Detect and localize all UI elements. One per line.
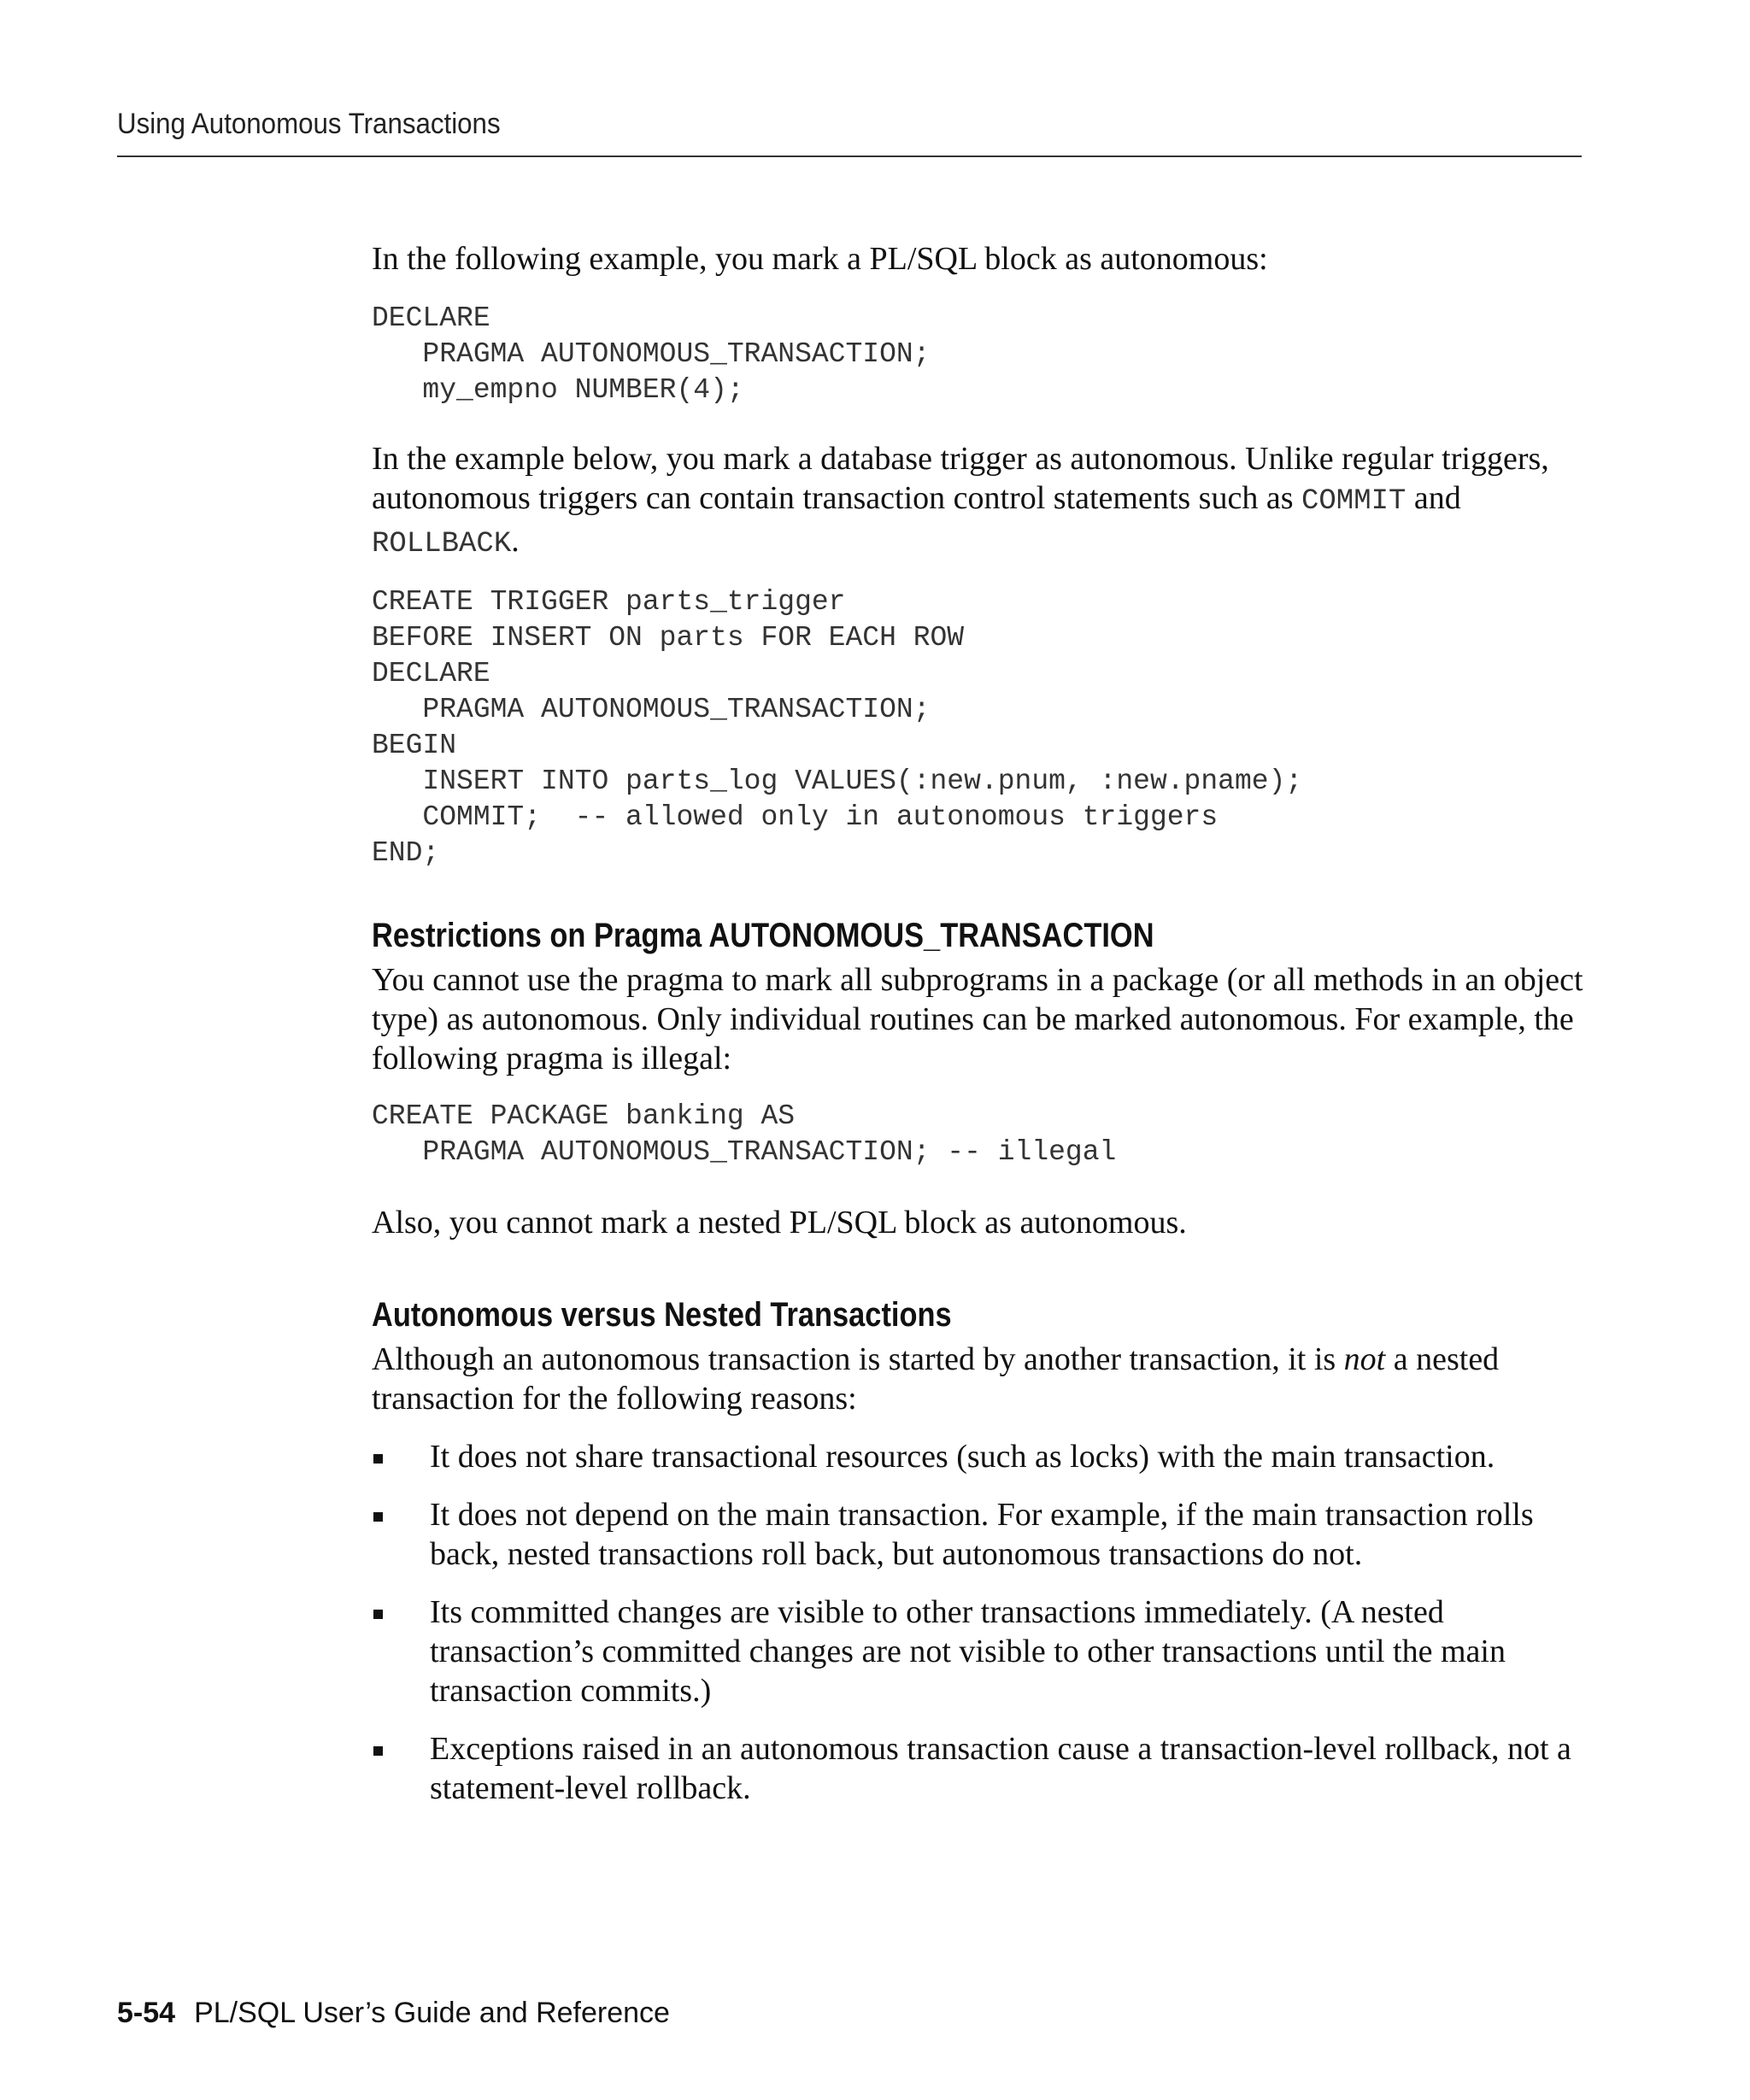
bullet-square-icon: [373, 1610, 383, 1619]
code-block-package: CREATE PACKAGE banking AS PRAGMA AUTONOMOUS_TRANSACTION; -- illegal: [372, 1100, 1117, 1168]
intro-paragraph-1: In the following example, you mark a PL/SQL block as autonomous:: [372, 241, 1268, 277]
header-rule: [117, 155, 1582, 157]
nested-intro-before: Although an autonomous transaction is started by another transaction, it is: [372, 1341, 1344, 1377]
nested-intro-after: a nested transaction for the following reasons:: [372, 1341, 1500, 1417]
list-item-text: Exceptions raised in an autonomous transaction cause a transaction-level rollback, not a statement-level rollback.: [430, 1731, 1571, 1806]
bullet-square-icon: [373, 1512, 383, 1522]
section-heading-nested: Autonomous versus Nested Transactions: [372, 1296, 952, 1334]
nested-intro-paragraph: [372, 1340, 1585, 1418]
bullet-square-icon: [373, 1454, 383, 1464]
nested-block-note: Also, you cannot mark a nested PL/SQL block as autonomous.: [372, 1205, 1187, 1241]
intro-paragraph-2: [372, 439, 1585, 564]
list-item-text: Its committed changes are visible to other transactions immediately. (A nested transaction’s committed changes are not visible to other transactions until the main transaction commits.): [430, 1594, 1506, 1709]
list-item: [372, 1729, 1585, 1808]
inline-code-commit: COMMIT: [1301, 485, 1406, 518]
intro-2-and: and: [1406, 480, 1461, 516]
bullet-square-icon: [373, 1746, 383, 1756]
list-item: [372, 1437, 1585, 1476]
list-item: [372, 1593, 1585, 1710]
section-heading-restrictions: Restrictions on Pragma AUTONOMOUS_TRANSACTION: [372, 917, 1154, 954]
nested-intro-emphasis: not: [1343, 1341, 1386, 1377]
running-header: Using Autonomous Transactions: [117, 108, 501, 140]
list-item-text: It does not depend on the main transaction. For example, if the main transaction rolls back, nested transactions roll back, but autonomous transactions do not.: [430, 1497, 1534, 1572]
restrictions-paragraph: You cannot use the pragma to mark all subprograms in a package (or all methods in an object type) as autonomous. Only individual routines can be marked autonomous. For example, the following pragma is illegal:: [372, 962, 1583, 1076]
code-block-trigger: CREATE TRIGGER parts_trigger BEFORE INSERT ON parts FOR EACH ROW DECLARE PRAGMA AUTONOMOUS_TRANSACTION; BEGIN INSERT INTO parts_log VALUES(:new.pnum, :new.pname); COMMIT; -- allowed only in autonomous triggers END;: [372, 586, 1303, 869]
intro-2-text: In the example below, you mark a database trigger as autonomous. Unlike regular triggers, autonomous triggers can contain transaction control statements such as: [372, 441, 1549, 516]
intro-2-end: .: [511, 523, 520, 559]
reasons-list: [372, 1437, 1585, 1808]
inline-code-rollback: ROLLBACK: [372, 528, 512, 560]
main-content: [372, 239, 1585, 1808]
page-number: 5-54: [117, 1997, 176, 2029]
book-title: PL/SQL User’s Guide and Reference: [194, 1997, 670, 2029]
list-item-text: It does not share transactional resources (such as locks) with the main transaction.: [430, 1439, 1495, 1475]
list-item: [372, 1495, 1585, 1574]
page-footer: [117, 1995, 670, 2031]
code-block-declare: DECLARE PRAGMA AUTONOMOUS_TRANSACTION; my_empno NUMBER(4);: [372, 302, 931, 406]
